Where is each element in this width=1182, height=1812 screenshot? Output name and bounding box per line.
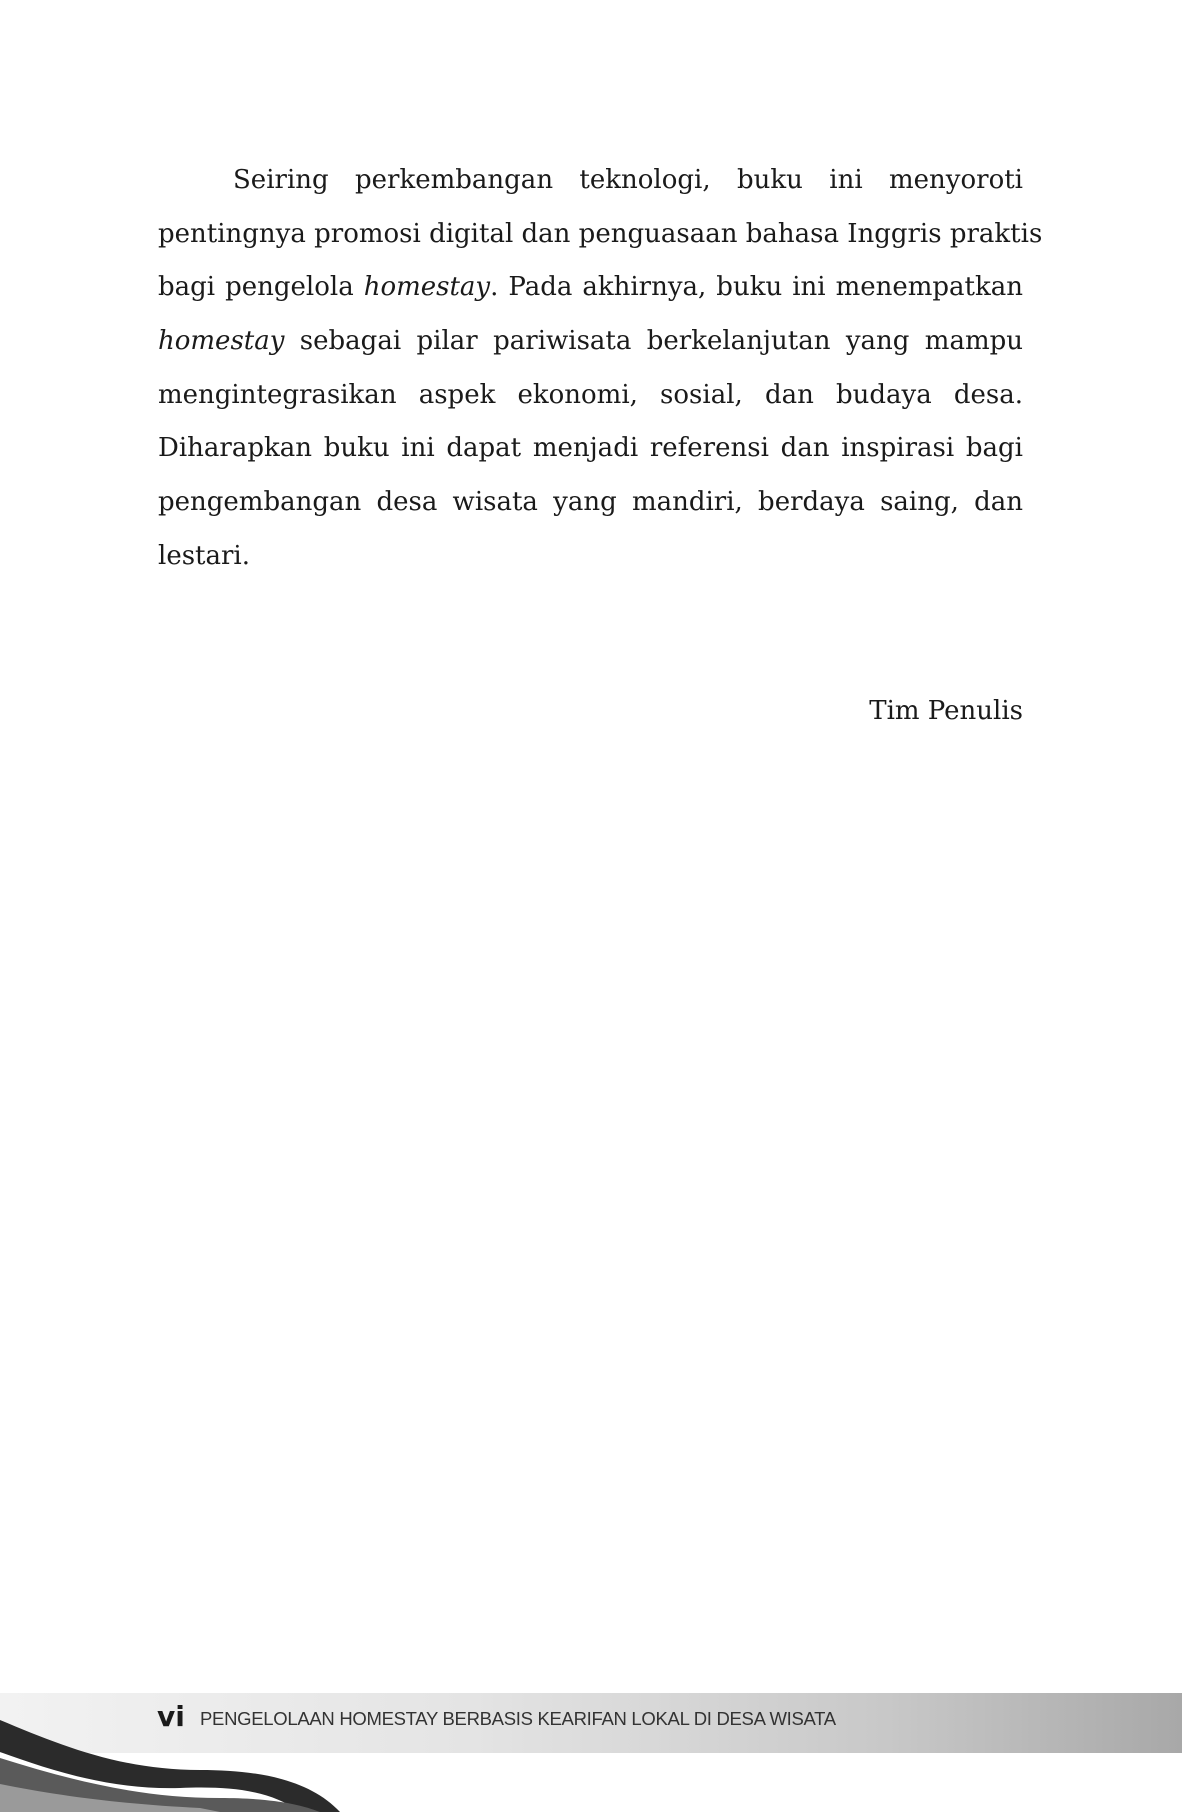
page-number: vi <box>157 1700 185 1733</box>
body-paragraph <box>158 154 1043 584</box>
paragraph-line: Seiring perkembangan teknologi, buku ini menyoroti <box>233 165 1023 195</box>
italic-term: homestay <box>158 326 285 357</box>
paragraph-line: pentingnya promosi digital dan penguasaan bahasa Inggris praktis <box>158 218 1043 249</box>
paragraph-line <box>158 315 1023 369</box>
line-text: sebagai pilar pariwisata berkelanjutan yang mampu <box>284 326 1023 357</box>
paragraph-line: mengintegrasikan aspek ekonomi, sosial, dan budaya desa. <box>158 379 1023 410</box>
paragraph-line: pengembangan desa wisata yang mandiri, berdaya saing, dan <box>158 487 1023 518</box>
italic-term: homestay <box>363 272 491 303</box>
line-text: . Pada akhirnya, buku ini menempatkan <box>490 272 1023 303</box>
paragraph-line <box>158 261 1023 315</box>
paragraph-line: Diharapkan buku ini dapat menjadi referensi dan inspirasi bagi <box>158 433 1023 464</box>
line-text: bagi pengelola <box>158 272 364 303</box>
paragraph-line: lestari. <box>158 540 251 571</box>
running-title: PENGELOLAAN HOMESTAY BERBASIS KEARIFAN LOKAL DI DESA WISATA <box>200 1708 836 1729</box>
author-signature: Tim Penulis <box>869 696 1023 726</box>
